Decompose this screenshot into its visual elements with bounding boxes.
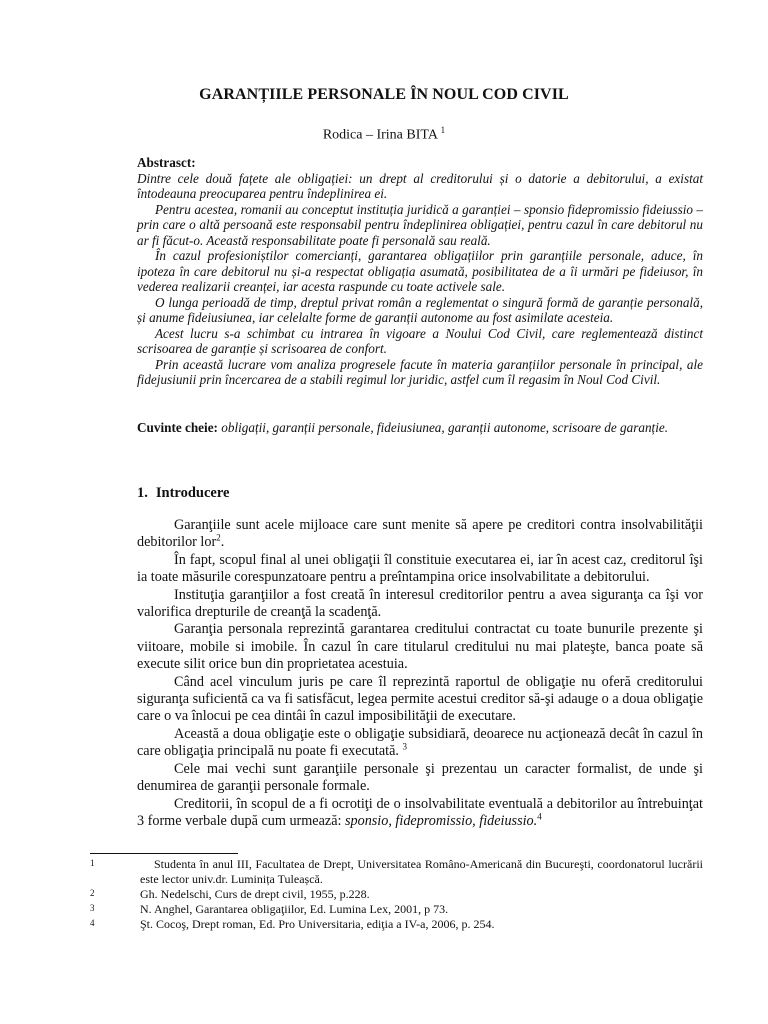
footnote-mark: 2 <box>90 888 95 898</box>
footnote-text: Şt. Cocoş, Drept roman, Ed. Pro Universitaria, ediţia a IV-a, 2006, p. 254. <box>140 917 495 931</box>
keywords-text: obligații, garanții personale, fideiusiunea, garanții autonome, scrisoare de garanție. <box>221 420 669 435</box>
abstract-paragraph: O lunga perioadă de timp, dreptul privat român a reglementat o singură formă de garanție personală, și anume fideiusiunea, iar celelalte forme de garanții autonome au fost asimilate acesteia. <box>137 294 703 325</box>
author-name: Rodica – Irina BITA <box>322 127 438 143</box>
footnote-mark: 4 <box>90 918 95 928</box>
footnote-ref: 2 <box>216 532 221 543</box>
footnote-text-content: Studenta în anul III, Facultatea de Drept, Universitatea Româno-Americană din Bucureşti, coordonatorul lucrării este lector univ.dr. Luminița Tuleașcă. <box>140 857 703 886</box>
body-paragraph-text: Această a doua obligaţie este o obligaţie subsidiară, deoarece nu acţionează decât în cazul în care obligaţia principală nu poate fi executată. <box>137 725 703 760</box>
footnote-text <box>140 857 703 887</box>
body-paragraph-text: . <box>220 534 225 551</box>
author-footnote-ref: 1 <box>440 125 446 135</box>
section-heading <box>137 485 229 502</box>
footnote-mark: 1 <box>90 858 95 868</box>
body-paragraph: Instituţia garanţiilor a fost creată în interesul creditorilor pentru a avea siguranţa ca îşi vor valorifica drepturile de creanţă la scadenţă. <box>137 586 703 621</box>
body-paragraph <box>137 796 703 831</box>
footnotes-block <box>90 857 703 932</box>
footnote-text: N. Anghel, Garantarea obligaţiilor, Ed. Lumina Lex, 2001, p 73. <box>140 902 449 916</box>
abstract-block <box>137 155 703 388</box>
abstract-paragraph: Pentru acestea, romanii au conceptut instituția juridică a garanției – sponsio fidepromissio fideiussio – prin care o altă persoană este responsabil pentru îndeplinirea obligației, pentru cazul în care debitorul nu ar fi făcut-o. Această responsabilitate poate fi personală sau reală. <box>137 201 703 248</box>
abstract-label: Abstrasct: <box>137 155 196 170</box>
section-title: Introducere <box>155 485 230 501</box>
body-paragraph-text: Creditorii, în scopul de a fi ocrotiţi de o insolvabilitate eventuală a debitorilor au întrebuinţat 3 forme verbale după cum urmează: <box>137 795 703 829</box>
abstract-paragraph: În cazul profesioniștilor comercianți, garantarea obligațiilor prin garanțiile personale, aduce, în ipoteza în care debitorul nu și-a respectat obligația asumată, posibilitatea de a îi urmări pe fideiusor, în vederea realizarii creanței, iar acesta raspunde cu toate activele sale. <box>137 248 703 294</box>
footnote-item <box>90 917 703 932</box>
keywords-label: Cuvinte cheie: <box>137 420 218 435</box>
author-line <box>0 125 768 144</box>
body-paragraph: Când acel vinculum juris pe care îl reprezintă raportul de obligaţie nu oferă creditorului siguranţa suficientă ca va fi satisfăcut, legea permite acestui creditor să-şi adauge o a doua obligaţie care o va înlocui pe cea dintâi în cazul imposibilităţii de executare. <box>137 673 703 725</box>
body-paragraph <box>137 517 703 552</box>
body-text <box>137 517 703 830</box>
footnote-text: Gh. Nedelschi, Curs de drept civil, 1955, p.228. <box>140 887 370 901</box>
footnote-item <box>90 857 703 887</box>
abstract-paragraph: Prin această lucrare vom analiza progresele facute în materia garanțiilor personale în principal, ale fidejusiunii prin încercarea de a stabili regimul lor juridic, astfel cum îl regasim în Noul Cod Civil. <box>137 356 703 387</box>
body-paragraph: În fapt, scopul final al unei obligaţii îl constituie executarea ei, iar în acest caz, creditorul îşi ia toate măsurile corespunzatoare pentru a preîntampina orice insolvabilitate a debitorului. <box>137 551 703 586</box>
keywords-block <box>137 420 703 436</box>
abstract-paragraph: Dintre cele două fațete ale obligației: un drept al creditorului și o datorie a debitorului, a existat întodeauna preocuparea pentru îndeplinirea ei. <box>137 170 703 201</box>
footnote-item <box>90 887 703 902</box>
section-number: 1. <box>137 485 148 501</box>
document-title: GARANȚIILE PERSONALE ÎN NOUL COD CIVIL <box>199 86 569 103</box>
body-paragraph <box>137 726 703 761</box>
abstract-paragraph: Acest lucru s-a schimbat cu intrarea în vigoare a Noului Cod Civil, care reglementează distinct scrisoarea de garanție și scrisoarea de confort. <box>137 325 703 356</box>
footnote-ref: 4 <box>537 811 542 822</box>
body-paragraph: Garanţia personala reprezintă garantarea creditului contractat cu toate bunurile prezente şi viitoare, mobile si imobile. În cazul în care titularul creditului nu mai plateşte, banca poate să execute silit orice bun din proprietatea acestuia. <box>137 621 703 673</box>
body-paragraph-text: Garanţiile sunt acele mijloace care sunt menite să apere pe creditori contra insolvabilităţii debitorilor lor <box>137 517 703 551</box>
footnote-item <box>90 902 703 917</box>
body-paragraph: Cele mai vechi sunt garanţiile personale şi prezentau un caracter formalist, de unde şi denumirea de garanţii personale formale. <box>137 760 703 795</box>
footnote-mark: 3 <box>90 903 95 913</box>
body-italic-text: sponsio, fidepromissio, fideiussio. <box>344 812 538 829</box>
footnote-separator <box>90 853 238 854</box>
footnote-ref: 3 <box>402 741 407 752</box>
